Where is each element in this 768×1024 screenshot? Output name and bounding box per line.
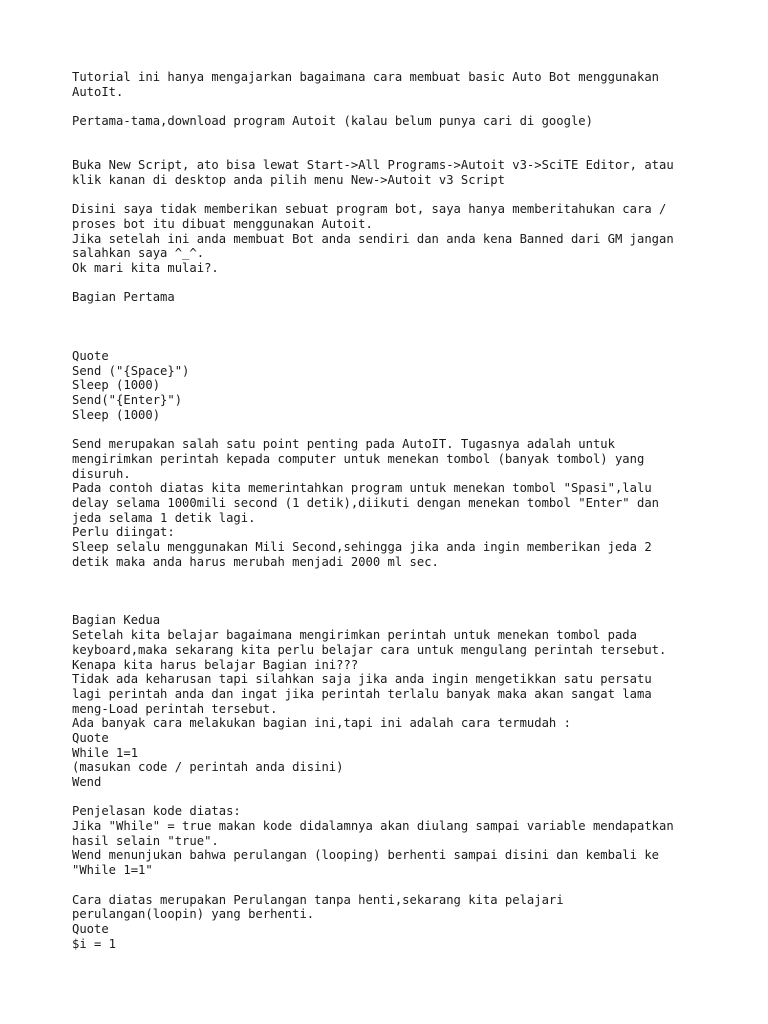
blank-line [72, 276, 712, 291]
blank-line [72, 878, 712, 893]
text-line: disuruh. [72, 466, 131, 481]
blank-line [72, 569, 712, 584]
text-line: $i = 1 [72, 936, 117, 951]
text-line: Bagian Pertama [72, 290, 175, 305]
text-line: mengirimkan perintah kepada computer untuk menekan tombol (banyak tombol) yang [72, 451, 645, 466]
text-line: Jika setelah ini anda membuat Bot anda sendiri dan anda kena Banned dari GM jangan [72, 231, 674, 246]
text-line: Quote [72, 730, 109, 745]
blank-line [72, 320, 712, 335]
blank-line [72, 99, 712, 114]
text-line: (masukan code / perintah anda disini) [72, 760, 344, 775]
text-line: Sleep selalu menggunakan Mili Second,sehingga jika anda ingin memberikan jeda 2 [72, 540, 652, 554]
blank-line [72, 188, 712, 203]
text-line: salahkan saya ^_^. [72, 246, 205, 261]
blank-line [72, 599, 712, 614]
text-line: Ok mari kita mulai?. [72, 260, 219, 275]
text-line: Quote [72, 921, 109, 936]
text-line: Wend menunjukan bahwa perulangan (looping) berhenti sampai disini dan kembali ke [72, 848, 659, 863]
text-line: jeda selama 1 detik lagi. [72, 510, 256, 525]
text-line: Jika "While" = true makan kode didalamnya akan diulang sampai variable mendapatkan [72, 819, 674, 834]
text-line: detik maka anda harus merubah menjadi 2000 ml sec. [72, 554, 439, 569]
text-line: delay selama 1000mili second (1 detik),diikuti dengan menekan tombol "Enter" dan [72, 495, 659, 510]
document-page [72, 70, 712, 951]
text-line: Pada contoh diatas kita memerintahkan program untuk menekan tombol "Spasi",lalu [72, 481, 652, 496]
blank-line [72, 584, 712, 599]
text-line: While 1=1 [72, 745, 139, 760]
text-line: Tidak ada keharusan tapi silahkan saja jika anda ingin mengetikkan satu persatu [72, 672, 652, 687]
text-line: Penjelasan kode diatas: [72, 804, 241, 819]
text-line: Send("{Enter}") [72, 393, 183, 408]
text-line: Ada banyak cara melakukan bagian ini,tapi ini adalah cara termudah : [72, 716, 571, 731]
text-line: Bagian Kedua [72, 613, 161, 628]
text-line: Perlu diingat: [72, 525, 175, 540]
blank-line [72, 143, 712, 158]
text-line: Cara diatas merupakan Perulangan tanpa henti,sekarang kita pelajari [72, 892, 564, 907]
text-line: Buka New Script, ato bisa lewat Start->All Programs->Autoit v3->SciTE Editor, atau [72, 158, 674, 173]
text-line: Kenapa kita harus belajar Bagian ini??? [72, 657, 359, 672]
text-line: meng-Load perintah tersebut. [72, 701, 278, 716]
text-line: Wend [72, 775, 102, 789]
text-line: Sleep (1000) [72, 407, 161, 422]
text-line: AutoIt. [72, 84, 124, 99]
text-line: Setelah kita belajar bagaimana mengirimkan perintah untuk menekan tombol pada [72, 628, 637, 643]
text-line: Tutorial ini hanya mengajarkan bagaimana cara membuat basic Auto Bot menggunakan [72, 70, 659, 84]
blank-line [72, 129, 712, 144]
blank-line [72, 790, 712, 805]
text-line: Quote [72, 349, 109, 364]
text-line: hasil selain "true". [72, 833, 219, 848]
text-line: Disini saya tidak memberikan sebuat program bot, saya hanya memberitahukan cara / [72, 202, 667, 217]
text-line: lagi perintah anda dan ingat jika perintah terlalu banyak maka akan sangat lama [72, 686, 652, 701]
text-line: proses bot itu dibuat menggunakan Autoit. [72, 216, 373, 231]
text-line: Pertama-tama,download program Autoit (kalau belum punya cari di google) [72, 114, 593, 129]
blank-line [72, 305, 712, 320]
blank-line [72, 334, 712, 349]
text-line: perulangan(loopin) yang berhenti. [72, 907, 315, 922]
text-line: keyboard,maka sekarang kita perlu belajar cara untuk mengulang perintah tersebut. [72, 642, 667, 657]
text-line: Send ("{Space}") [72, 363, 190, 378]
text-line: Sleep (1000) [72, 378, 161, 393]
text-line: klik kanan di desktop anda pilih menu New->Autoit v3 Script [72, 172, 505, 187]
blank-line [72, 423, 712, 438]
text-line: Send merupakan salah satu point penting pada AutoIT. Tugasnya adalah untuk [72, 437, 615, 452]
text-line: "While 1=1" [72, 863, 153, 878]
